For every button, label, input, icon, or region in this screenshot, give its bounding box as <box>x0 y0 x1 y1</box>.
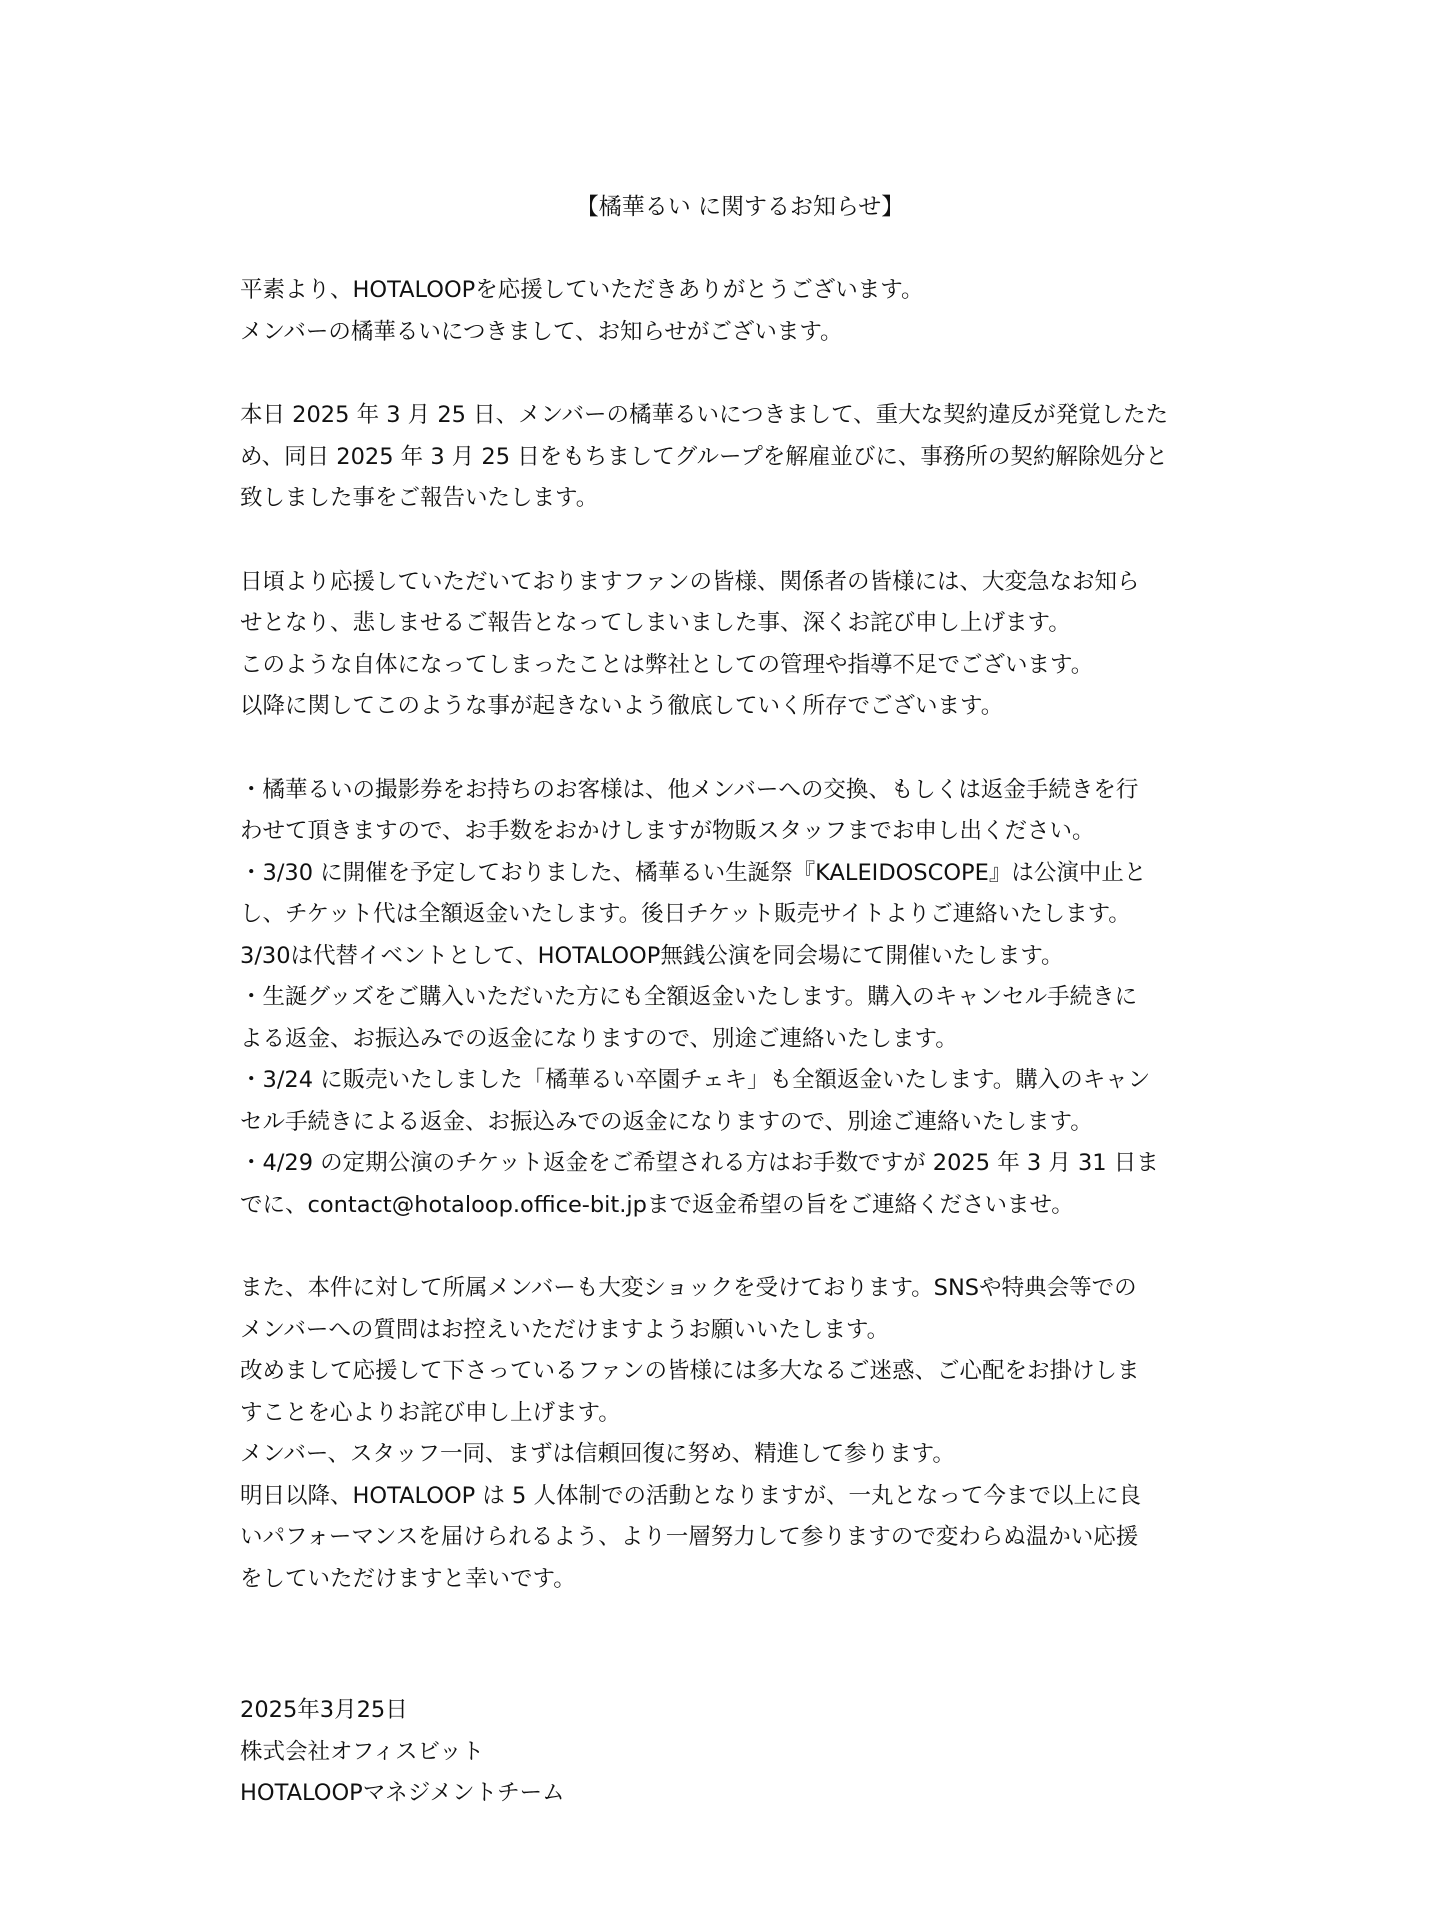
signature-date: 2025年3月25日 <box>240 1697 408 1723</box>
notice-line: し、チケット代は全額返金いたします。後日チケット販売サイトよりご連絡いたします。 <box>240 901 1131 927</box>
notice-line: 3/30は代替イベントとして、HOTALOOP無銭公演を同会場にて開催いたします。 <box>240 942 1064 969</box>
apology-line: 日頃より応援していただいておりますファンの皆様、関係者の皆様には、大変急なお知ら <box>240 568 1140 595</box>
notice-line: ・3/30 に開催を予定しておりました、橘華るい生誕祭『KALEIDOSCOPE』は公演中止と <box>240 859 1147 886</box>
closing-line: 改めまして応援して下さっているファンの皆様には多大なるご迷惑、ご心配をお掛けしま <box>240 1358 1140 1384</box>
closing-paragraph <box>240 1268 1240 1600</box>
announcement-line: め、同日 2025 年 3 月 25 日をもちましてグループを解雇並びに、事務所の契約解除処分と <box>240 443 1168 470</box>
closing-line: メンバーへの質問はお控えいただけますようお願いいたします。 <box>240 1316 890 1343</box>
notice-line: よる返金、お振込みでの返金になりますので、別途ご連絡いたします。 <box>240 1025 958 1052</box>
closing-line: をしていただけますと幸いです。 <box>240 1565 576 1592</box>
closing-line: 明日以降、HOTALOOP は 5 人体制での活動となりますが、一丸となって今まで以上に良 <box>240 1482 1142 1509</box>
signature-block <box>240 1690 1240 1815</box>
greeting-line: 平素より、HOTALOOPを応援していただきありがとうございます。 <box>240 277 924 303</box>
signature-company: 株式会社オフィスビット <box>240 1738 485 1765</box>
greeting-paragraph <box>240 270 1240 353</box>
announcement-line: 致しました事をご報告いたします。 <box>240 485 599 511</box>
closing-line: また、本件に対して所属メンバーも大変ショックを受けております。SNSや特典会等での <box>240 1275 1137 1301</box>
notice-line: ・橘華るいの撮影券をお持ちのお客様は、他メンバーへの交換、もしくは返金手続きを行 <box>240 776 1139 803</box>
apology-line: このような自体になってしまったことは弊社としての管理や指導不足でございます。 <box>240 651 1094 678</box>
notices-list <box>240 770 1240 1227</box>
announcement-line: 本日 2025 年 3 月 25 日、メンバーの橘華るいにつきまして、重大な契約違反が発覚したた <box>240 402 1169 428</box>
closing-line: すことを心よりお詫び申し上げます。 <box>240 1399 621 1426</box>
greeting-line: メンバーの橘華るいにつきまして、お知らせがございます。 <box>240 318 843 345</box>
closing-line: メンバー、スタッフ一同、まずは信頼回復に努め、精進して参ります。 <box>240 1441 955 1467</box>
notice-line: セル手続きによる返金、お振込みでの返金になりますので、別途ご連絡いたします。 <box>240 1108 1093 1135</box>
spacer <box>240 1642 1240 1690</box>
notice-line: ・3/24 に販売いたしました「橘華るい卒園チェキ」も全額返金いたします。購入のキャン <box>240 1067 1151 1093</box>
announcement-paragraph <box>240 395 1240 520</box>
apology-line: せとなり、悲しませるご報告となってしまいました事、深くお詫び申し上げます。 <box>240 610 1071 636</box>
closing-line: いパフォーマンスを届けられるよう、より一層努力して参りますので変わらぬ温かい応援 <box>240 1524 1139 1550</box>
signature-team: HOTALOOPマネジメントチーム <box>240 1780 565 1806</box>
notice-line: ・4/29 の定期公演のチケット返金をご希望される方はお手数ですが 2025 年 3 月 31 日ま <box>240 1150 1159 1176</box>
notice-line: わせて頂きますので、お手数をおかけしますが物販スタッフまでお申し出ください。 <box>240 818 1095 844</box>
announcement-document <box>240 186 1240 1815</box>
document-title: 【橘華るい に関するお知らせ】 <box>575 194 905 220</box>
apology-paragraph <box>240 562 1240 728</box>
notice-line: ・生誕グッズをご購入いただいた方にも全額返金いたします。購入のキャンセル手続きに <box>240 984 1138 1010</box>
apology-line: 以降に関してこのような事が起きないよう徹底していく所存でございます。 <box>240 693 1004 719</box>
notice-line-contact: でに、contact@hotaloop.office-bit.jpまで返金希望の旨をご連絡くださいませ。 <box>240 1191 1074 1218</box>
